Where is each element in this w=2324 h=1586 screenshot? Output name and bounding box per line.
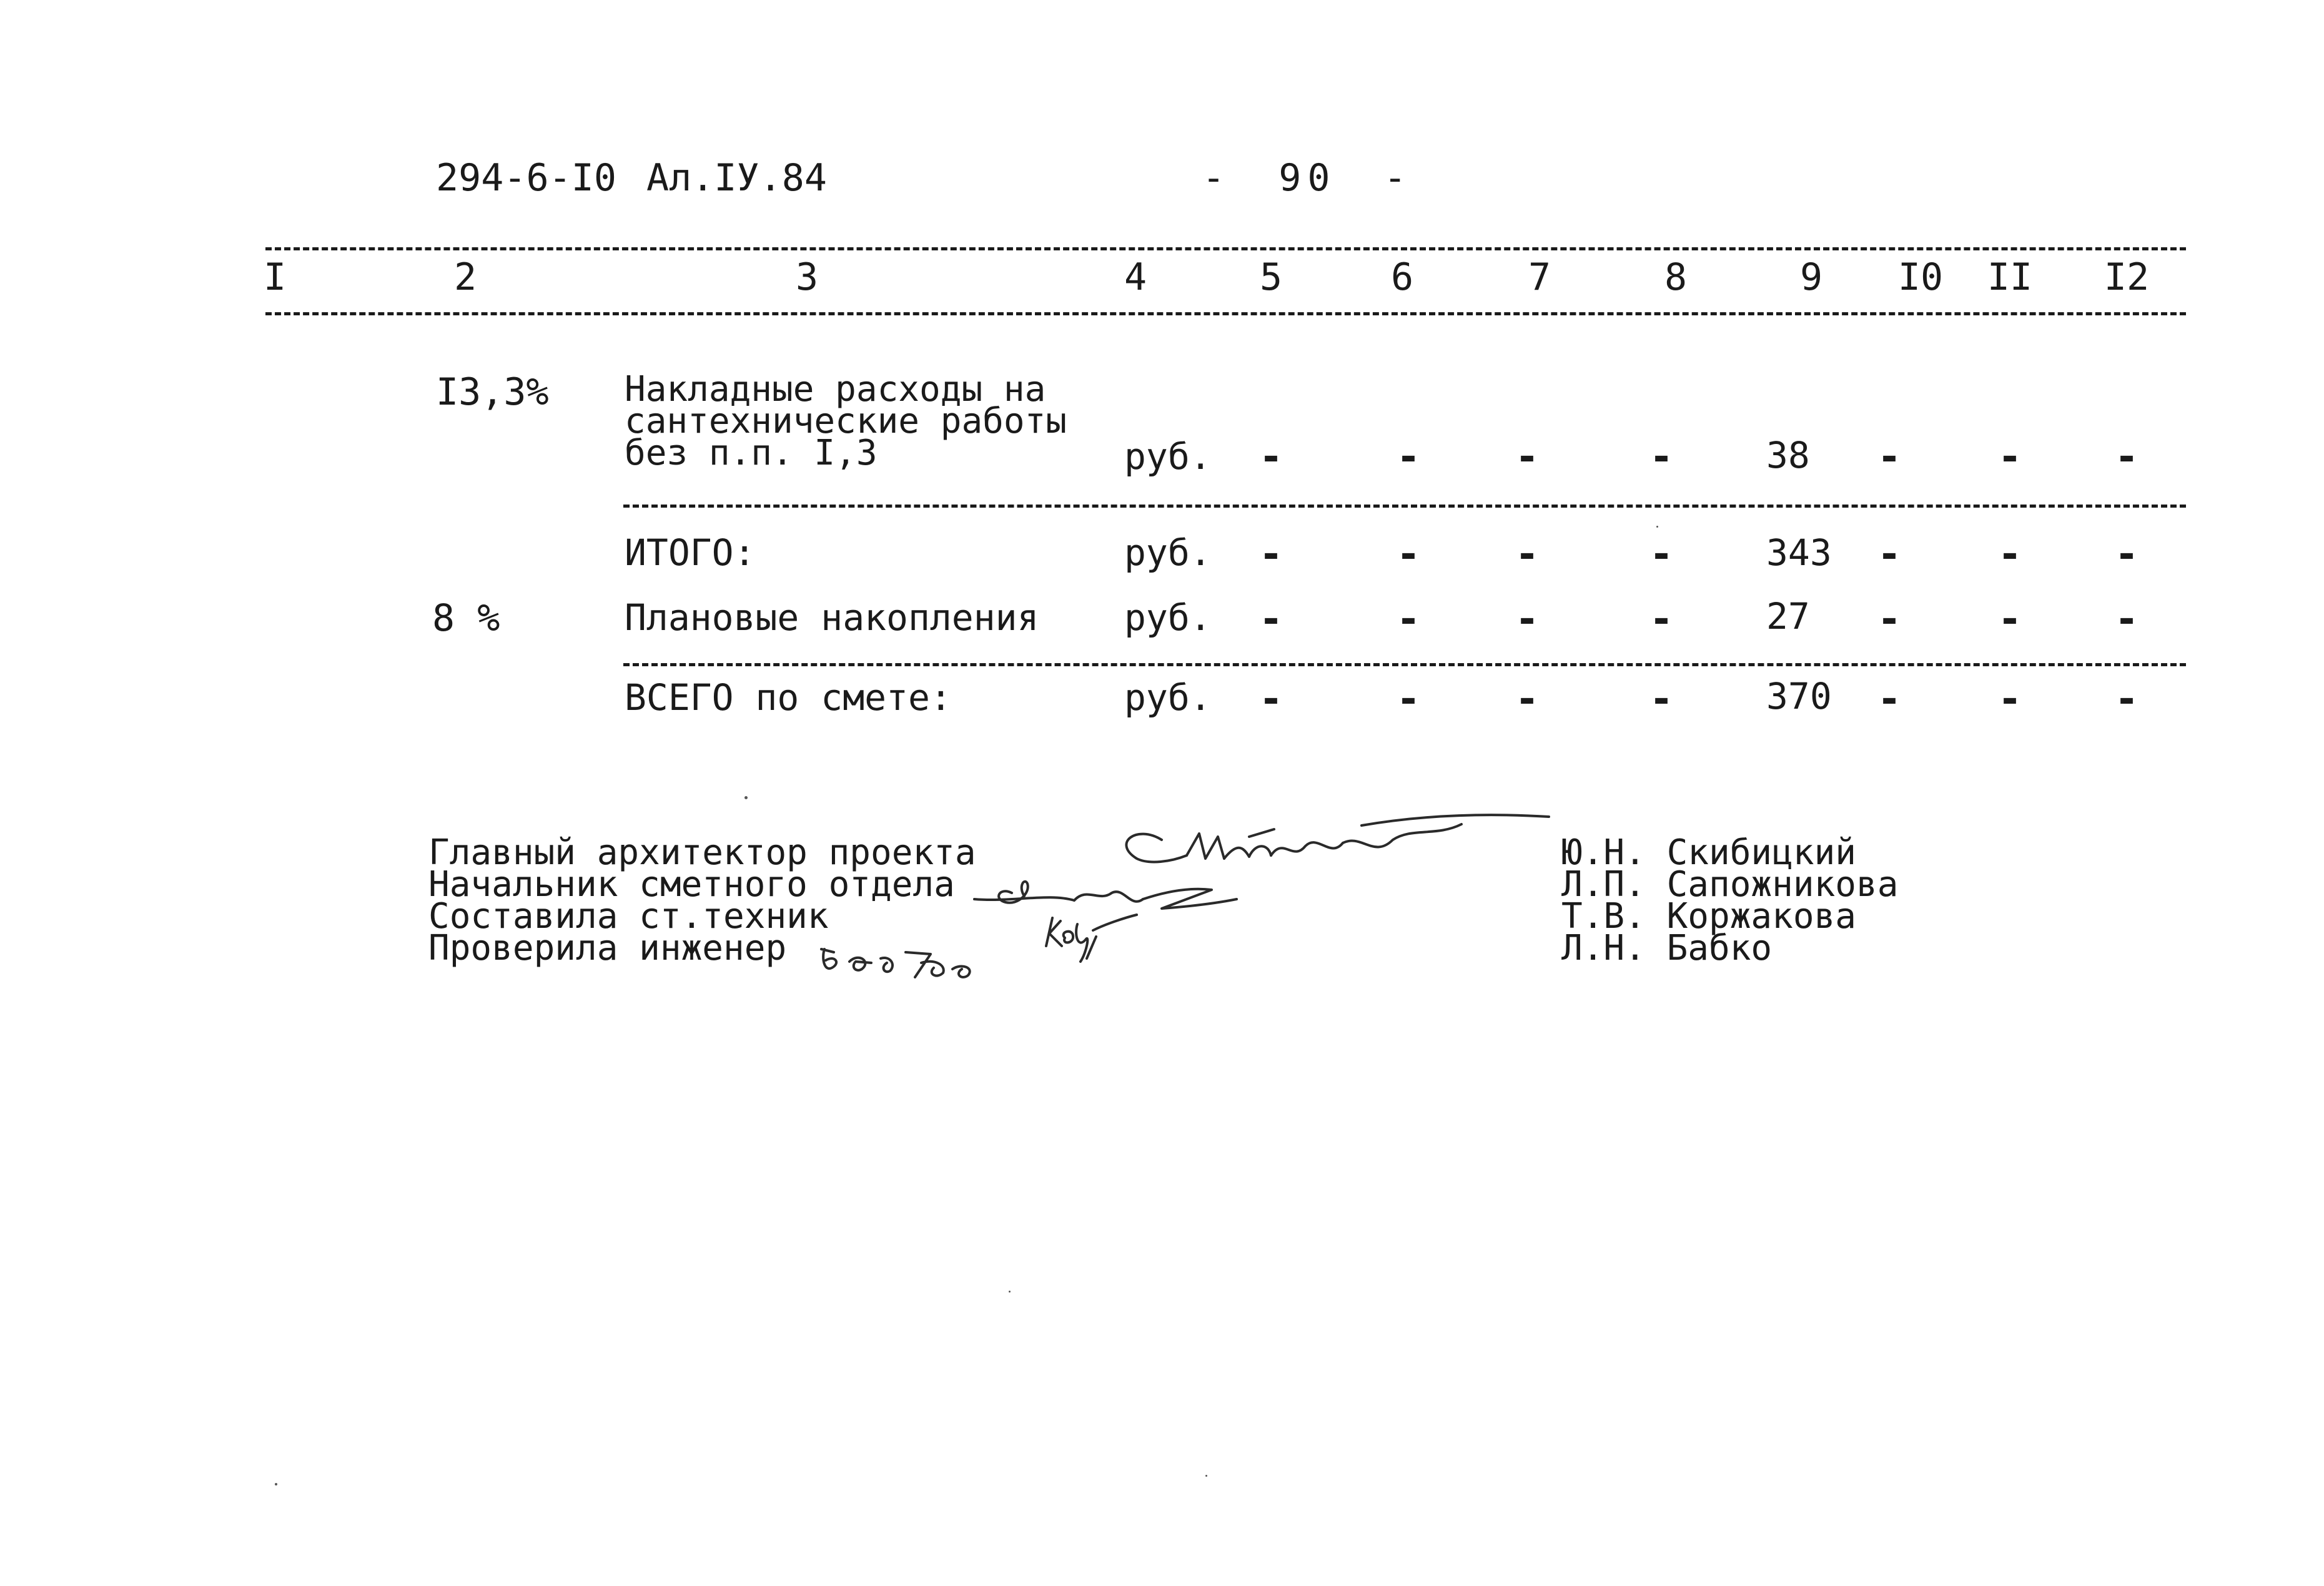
unit-cell: руб.	[1124, 435, 1212, 478]
signature-sapozhnikova	[974, 882, 1237, 909]
value-cell: -	[1258, 676, 1283, 722]
description-line: без п.п. I,3	[625, 433, 878, 473]
header-bottom-rule	[265, 312, 2186, 315]
signatory-role: Главный архитектор проекта	[428, 832, 976, 873]
description-cell: ВСЕГО по смете:	[625, 676, 952, 719]
total-cell: 38	[1766, 434, 1810, 476]
column-number: I0	[1897, 255, 1944, 299]
value-cell: -	[1515, 434, 1540, 480]
scan-speck	[1656, 526, 1658, 528]
total-cell: 343	[1766, 531, 1832, 574]
value-cell: -	[1877, 676, 1902, 722]
value-cell: -	[2114, 531, 2139, 578]
value-cell: -	[1649, 531, 1674, 578]
column-number: 5	[1259, 255, 1283, 299]
value-cell: -	[1997, 531, 2022, 578]
description-cell: Плановые накопления	[625, 596, 1039, 639]
value-cell: -	[1515, 676, 1540, 722]
signatory-role: Начальник сметного отдела	[428, 864, 955, 905]
document-code: 294-6-I0	[436, 156, 616, 200]
value-cell: -	[1515, 596, 1540, 643]
value-cell: -	[2114, 676, 2139, 722]
value-cell: -	[2114, 434, 2139, 480]
description-cell	[625, 369, 1067, 473]
value-cell: -	[1877, 531, 1902, 578]
scan-speck	[1009, 1291, 1011, 1293]
column-number: I2	[2104, 255, 2150, 299]
description-line: Накладные расходы на	[625, 369, 1046, 410]
value-cell: -	[1258, 596, 1283, 643]
unit-cell: руб.	[1124, 531, 1212, 574]
value-cell: -	[1997, 434, 2022, 480]
value-cell: -	[1396, 434, 1421, 480]
handwritten-signatures	[812, 799, 1561, 1024]
value-cell: -	[1258, 531, 1283, 578]
signatory-role: Проверила инженер	[428, 928, 787, 968]
signature-babko	[821, 949, 970, 977]
value-cell: -	[2114, 596, 2139, 643]
description-cell: ИТОГО:	[625, 531, 756, 574]
description-line: сантехнические работы	[625, 401, 1067, 441]
page-number: - 90 -	[1202, 156, 1413, 200]
signatory-name: Т.В. Коржакова	[1561, 896, 1857, 937]
value-cell: -	[1649, 596, 1674, 643]
subtotal-rule	[623, 505, 2186, 508]
signatory-name: Л.Н. Бабко	[1561, 928, 1773, 968]
value-cell: -	[1997, 676, 2022, 722]
value-cell: -	[1997, 596, 2022, 643]
column-number: II	[1987, 255, 2033, 299]
header-top-rule	[265, 247, 2186, 250]
column-number: 6	[1390, 255, 1414, 299]
scan-speck	[1205, 1475, 1207, 1477]
scan-speck	[744, 796, 748, 799]
value-cell: -	[1396, 676, 1421, 722]
column-number: 3	[795, 255, 819, 299]
value-cell: -	[1396, 531, 1421, 578]
scan-speck	[275, 1483, 277, 1485]
value-cell: -	[1877, 434, 1902, 480]
value-cell: -	[1396, 596, 1421, 643]
signatory-name: Л.П. Сапожникова	[1561, 864, 1899, 905]
signature-skibitsky	[1126, 815, 1549, 862]
unit-cell: руб.	[1124, 596, 1212, 639]
column-number: 8	[1664, 255, 1688, 299]
column-number: 9	[1799, 255, 1823, 299]
column-number: 7	[1528, 255, 1551, 299]
rate-cell: 8 %	[432, 596, 500, 640]
signatory-names	[1561, 832, 1899, 968]
value-cell: -	[1877, 596, 1902, 643]
album-number: Ал.IУ.84	[646, 156, 827, 200]
value-cell: -	[1649, 676, 1674, 722]
total-cell: 370	[1766, 675, 1832, 717]
signature-korzhakova	[1046, 915, 1137, 962]
total-cell: 27	[1766, 595, 1810, 638]
signatory-role: Составила ст.техник	[428, 896, 829, 937]
rate-cell: I3,3%	[436, 370, 549, 414]
value-cell: -	[1515, 531, 1540, 578]
value-cell: -	[1258, 434, 1283, 480]
grand-total-rule	[623, 663, 2186, 666]
column-number: I	[263, 255, 287, 299]
column-number: 4	[1124, 255, 1147, 299]
unit-cell: руб.	[1124, 676, 1212, 719]
column-number: 2	[453, 255, 477, 299]
signatory-name: Ю.Н. Скибицкий	[1561, 832, 1857, 873]
value-cell: -	[1649, 434, 1674, 480]
